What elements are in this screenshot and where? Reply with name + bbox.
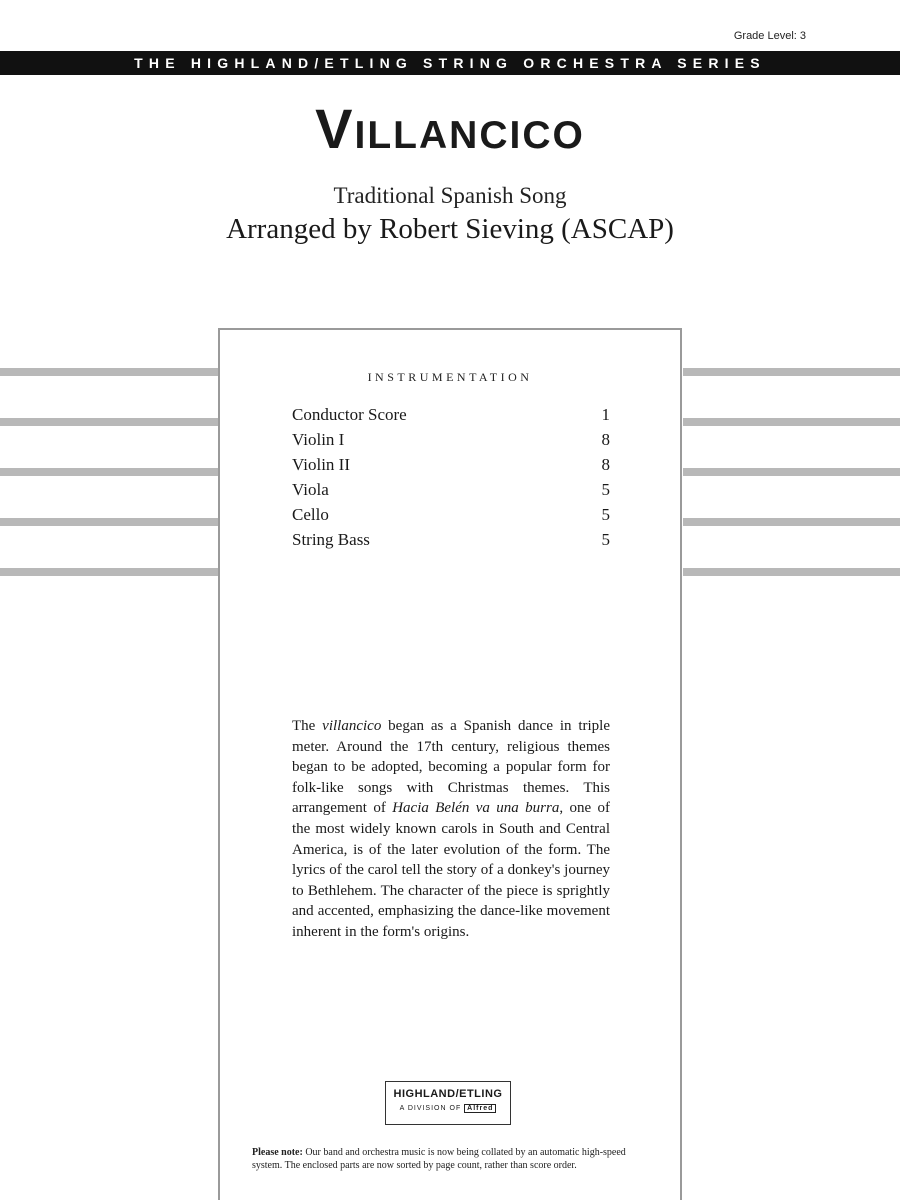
instrument-name: Viola [292,480,329,499]
logo-sub-text [386,1104,510,1113]
description-text: began as a Spanish dance in triple meter. Around the 17th century, religious themes began to be adopted, becoming a popular form for folk-like songs with Christmas themes. This arrangement of [292,718,610,817]
content-panel [218,328,682,1200]
logo-division-text: A DIVISION OF [399,1105,462,1112]
instrument-name: Conductor Score [292,405,407,424]
instrument-name: Violin II [292,455,350,474]
instrument-count: 1 [601,405,610,424]
description-text: , one of the most widely known carols in South and Central America, is of the later evolution of the form. The lyrics of the carol tell the story of a donkey's journey to Bethlehem. The character of the piece is sprightly and accented, emphasizing the dance-like movement inherent in the form's origins. [292,800,610,940]
staff-line-right [683,368,900,376]
instrument-count: 5 [601,505,610,524]
instrumentation-item [292,477,610,502]
instrumentation-list [292,402,610,552]
instrument-count: 5 [601,480,610,499]
staff-line-right [683,468,900,476]
staff-line-left [0,468,218,476]
instrumentation-item [292,452,610,477]
description-term: villancico [322,718,382,734]
description-text: The [292,718,323,734]
instrument-name: Cello [292,505,329,524]
instrumentation-heading: INSTRUMENTATION [367,370,533,384]
staff-line-right [683,418,900,426]
description-song-title: Hacia Belén va una burra [392,800,560,817]
staff-line-left [0,568,218,576]
instrument-count: 5 [601,530,610,549]
grade-level: Grade Level: 3 [733,30,806,42]
alfred-logo: Alfred [464,1104,496,1113]
series-title: THE HIGHLAND/ETLING STRING ORCHESTRA SERIES [134,55,766,71]
note-text: Our band and orchestra music is now being collated by an automatic high-speed system. The enclosed parts are now sorted by page count, rather than score order. [252,1147,626,1171]
staff-line-left [0,418,218,426]
instrumentation-item [292,502,610,527]
instrument-count: 8 [601,430,610,449]
publisher-logo [385,1081,511,1125]
note-label: Please note: [252,1147,303,1158]
logo-main-text: HIGHLAND/ETLING [393,1088,503,1100]
instrumentation-item [292,527,610,552]
arranger-credit: Arranged by Robert Sieving (ASCAP) [226,213,674,245]
staff-line-left [0,518,218,526]
page-title: Villancico [315,97,585,160]
instrumentation-item [292,402,610,427]
instrument-name: String Bass [292,530,370,549]
subtitle: Traditional Spanish Song [333,183,567,208]
footer-note [252,1146,652,1172]
staff-line-left [0,368,218,376]
instrumentation-item [292,427,610,452]
instrument-name: Violin I [292,430,345,449]
series-banner [0,51,900,75]
staff-line-right [683,518,900,526]
description-paragraph [292,716,610,943]
staff-line-right [683,568,900,576]
instrument-count: 8 [601,455,610,474]
